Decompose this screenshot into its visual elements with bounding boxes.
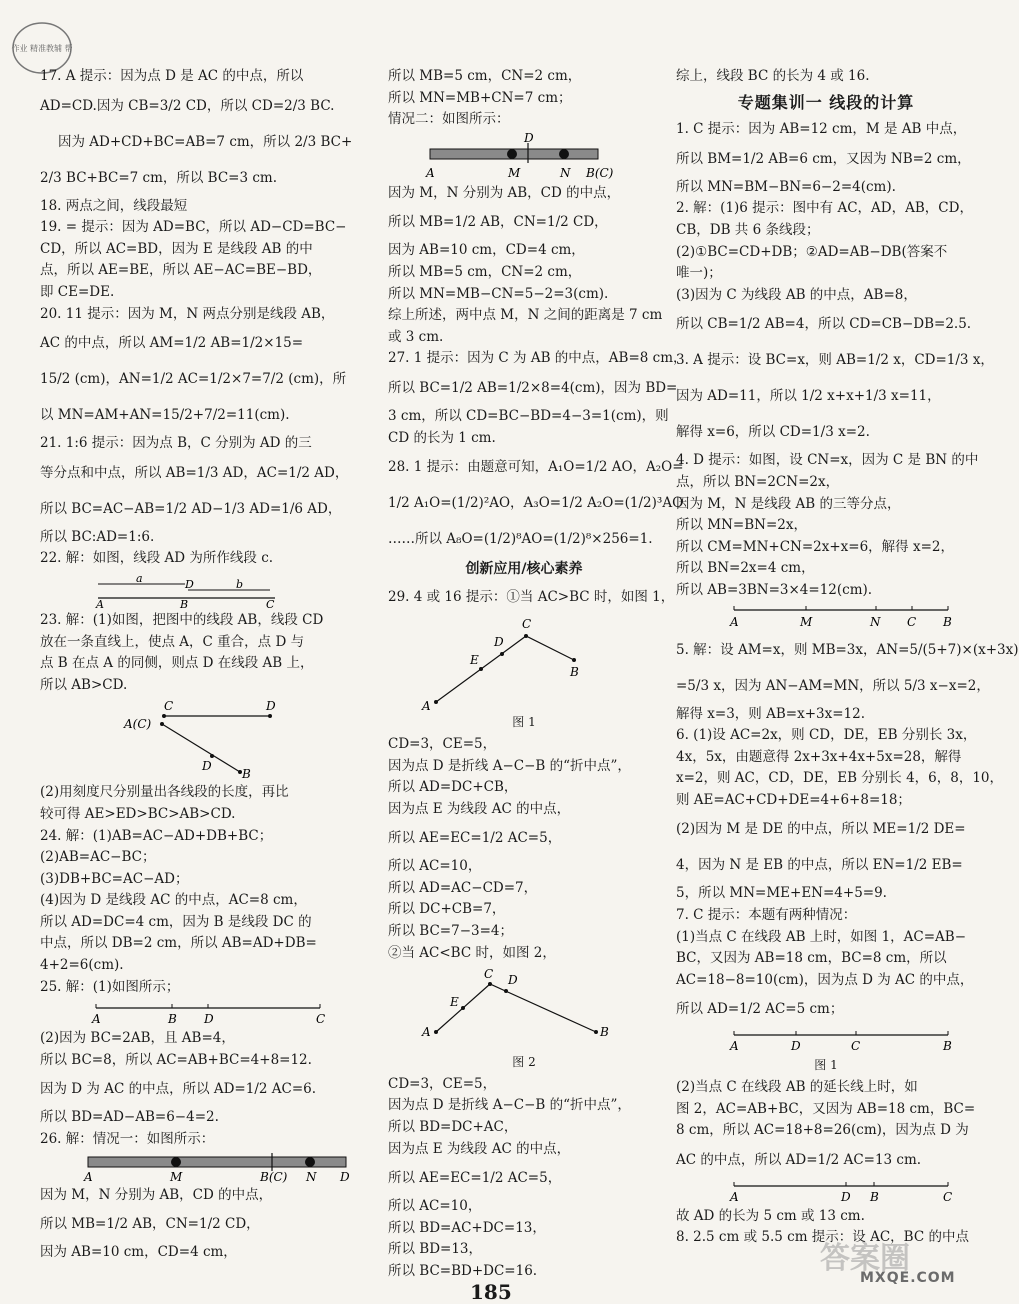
s3-line-1: 3. A 提示：设 BC=x，则 AB=1/2 x，CD=1/3 x， xyxy=(676,352,994,369)
q26-line-5: 所以 MB=5 cm，CN=2 cm， xyxy=(388,68,582,84)
q29-line-17: 所以 AC=10， xyxy=(388,1198,482,1215)
q24-line-6: 中点，所以 DB=2 cm，所以 AB=AD+DB= xyxy=(40,935,317,952)
fig22-label-A: A xyxy=(96,597,104,611)
s6-line-7: 5，所以 MN=ME+EN=4+5=9. xyxy=(676,885,887,902)
q17-line-4: 2/3 BC+BC=7 cm，所以 BC=3 cm. xyxy=(40,169,278,186)
q26-line-9: 所以 MB=1/2 AB，CN=1/2 CD， xyxy=(388,214,608,231)
q23-line-1: 23. 解：(1)如图，把图中的线段 AB，线段 CD xyxy=(40,611,324,628)
s1-line-1: 1. C 提示：因为 AB=12 cm，M 是 AB 中点， xyxy=(676,121,967,138)
q29-line-10: 所以 BC=7−3=4； xyxy=(388,923,513,940)
fig26a-label-D: D xyxy=(340,1169,350,1184)
fig23-label-D-top: D xyxy=(266,699,276,714)
fig26b-label-D: D xyxy=(524,130,534,145)
q24-line-2: (2)AB=AC−BC； xyxy=(40,849,156,866)
q19-line-4: 即 CE=DE. xyxy=(40,283,115,300)
column-1 xyxy=(40,66,365,1264)
fig25-label-A: A xyxy=(92,1012,101,1027)
fig25-label-D: D xyxy=(204,1012,214,1027)
s2-line-2: CB，DB 共 6 条线段； xyxy=(676,221,820,238)
q29-line-4: 所以 AD=DC+CB， xyxy=(388,779,518,796)
q17-line-1: 17. A 提示：因为点 D 是 AC 的中点，所以 xyxy=(40,68,304,84)
q23-line-3: 点 B 在点 A 的同侧，则点 D 在线段 AB 上， xyxy=(40,655,314,672)
s6-line-6: 4，因为 N 是 EB 的中点，所以 EN=1/2 EB= xyxy=(676,857,963,874)
s4-line-1: 4. D 提示：如图，设 CN=x，因为 C 是 BN 的中 xyxy=(676,452,979,469)
figure-1-caption: 图 1 xyxy=(512,715,536,730)
figure-q23 xyxy=(40,698,300,780)
fig4-label-A: A xyxy=(730,614,739,629)
fig4-label-M: M xyxy=(800,614,813,629)
watermark-url: MXQE.COM xyxy=(860,1270,956,1286)
q29-line-19: 所以 BD=13， xyxy=(388,1241,483,1258)
s4-line-4: 所以 MN=BN=2x， xyxy=(676,517,807,534)
s3-line-2: 因为 AD=11，所以 1/2 x+x+1/3 x=11， xyxy=(676,388,941,405)
s4-line-5: 所以 CM=MN+CN=2x+x=6，解得 x=2， xyxy=(676,538,954,555)
q19-line-2: CD，所以 AC=BD，因为 E 是线段 AB 的中 xyxy=(40,240,313,257)
figure-s7-2 xyxy=(676,1180,976,1204)
q25-line-2: (2)因为 BC=2AB，且 AB=4， xyxy=(40,1030,235,1047)
s5-line-3: 解得 x=3，则 AB=x+3x=12. xyxy=(676,705,865,722)
fig26b-label-BC: B(C) xyxy=(586,165,614,180)
q26-line-4: 因为 AB=10 cm，CD=4 cm， xyxy=(40,1244,237,1261)
s2-line-3: (2)①BC=CD+DB；②AD=AB−DB(答案不 xyxy=(676,243,948,260)
q19-line-3: 点，所以 AE=BE，所以 AE−AC=BE−BD， xyxy=(40,262,322,279)
fig4-label-N: N xyxy=(870,614,881,629)
q27-line-4: CD 的长为 1 cm. xyxy=(388,429,496,446)
fig26a-label-BC: B(C) xyxy=(260,1169,288,1184)
s7-figure-1-caption: 图 1 xyxy=(814,1058,838,1073)
fig29a-label-D: D xyxy=(494,635,504,650)
s7-line-6: (2)当点 C 在线段 AB 的延长线上时，如 xyxy=(676,1079,918,1096)
fig26b-label-A: A xyxy=(426,165,435,180)
q28-line-3: ……所以 A₈O=(1/2)⁸AO=(1/2)⁸×256=1. xyxy=(388,531,653,548)
q26-line-12: 所以 MN=MB−CN=5−2=3(cm). xyxy=(388,285,609,302)
q25-line-3: 所以 BC=8，所以 AC=AB+BC=4+8=12. xyxy=(40,1051,312,1068)
fig26b-label-M: M xyxy=(508,165,521,180)
q28-line-2: 1/2 A₁O=(1/2)²AO，A₃O=1/2 A₂O=(1/2)³AO xyxy=(388,495,684,512)
fig29a-label-E: E xyxy=(470,653,479,668)
q29-line-1: 29. 4 或 16 提示：①当 AC>BC 时，如图 1， xyxy=(388,588,675,605)
q21-line-3: 所以 BC=AC−AB=1/2 AD−1/3 AD=1/6 AD， xyxy=(40,500,342,517)
q29-line-3: 因为点 D 是折线 A−C−B 的“折中点”， xyxy=(388,757,631,774)
q27-line-3: 3 cm，所以 CD=BC−BD=4−3=1(cm)，则 xyxy=(388,407,669,424)
q26-line-2: 因为 M，N 分别为 AB，CD 的中点， xyxy=(40,1186,273,1203)
q29-line-11: ②当 AC<BC 时，如图 2， xyxy=(388,944,556,961)
s7-line-10: 故 AD 的长为 5 cm 或 13 cm. xyxy=(676,1207,865,1224)
q25-line-1: 25. 解：(1)如图所示； xyxy=(40,978,180,995)
s4-line-6: 所以 BN=2x=4 cm， xyxy=(676,560,815,577)
s7-line-8: 8 cm，所以 AC=18+8=26(cm)，因为点 D 为 xyxy=(676,1122,969,1139)
q26-line-1: 26. 解：情况一：如图所示： xyxy=(40,1131,215,1148)
q23-line-2: 放在一条直线上，使点 A，C 重合，点 D 与 xyxy=(40,633,305,650)
section-innovation-heading: 创新应用/核心素养 xyxy=(465,561,583,578)
s5-line-2: =5/3 x，因为 AN−AM=MN，所以 5/3 x−x=2， xyxy=(676,677,990,694)
q18: 18. 两点之间，线段最短 xyxy=(40,197,188,214)
q21-line-4: 所以 BC:AD=1:6. xyxy=(40,528,155,545)
column-3 xyxy=(676,66,1019,1249)
q22: 22. 解：如图，线段 AD 为所作线段 c. xyxy=(40,550,274,567)
q29-line-16: 所以 AE=EC=1/2 AC=5， xyxy=(388,1170,562,1187)
s6-line-2: 4x，5x，由题意得 2x+3x+4x+5x=28，解得 xyxy=(676,748,962,765)
figure-q29-2 xyxy=(388,966,660,1050)
q26-line-14: 或 3 cm. xyxy=(388,328,444,345)
q24-line-3: (3)DB+BC=AC−AD； xyxy=(40,870,189,887)
fig23-label-C: C xyxy=(164,699,174,714)
s7-line-3: BC，又因为 AB=18 cm，BC=8 cm，所以 xyxy=(676,950,947,967)
q29-line-7: 所以 AC=10， xyxy=(388,858,482,875)
fig29b-label-A: A xyxy=(422,1025,431,1040)
fig7-label-A: A xyxy=(730,1039,739,1054)
s7-line-4: AC=18−8=10(cm)，因为点 D 为 AC 的中点， xyxy=(676,971,974,988)
q24-line-7: 4+2=6(cm). xyxy=(40,957,124,974)
q29-conclusion: 综上，线段 BC 的长为 4 或 16. xyxy=(676,68,870,84)
fig7b-label-A: A xyxy=(730,1189,739,1204)
fig22-label-C: C xyxy=(266,597,275,611)
q29-line-2: CD=3，CE=5， xyxy=(388,735,497,752)
q26-line-6: 所以 MN=MB+CN=7 cm； xyxy=(388,89,572,106)
s1-line-3: 所以 MN=BM−BN=6−2=4(cm). xyxy=(676,178,896,195)
q27-line-2: 所以 BC=1/2 AB=1/2×8=4(cm)，因为 BD= xyxy=(388,379,678,396)
fig7-label-D: D xyxy=(791,1039,801,1054)
q29-line-18: 所以 BD=AC+DC=13， xyxy=(388,1219,546,1236)
q26-line-13: 综上所述，两中点 M，N 之间的距离是 7 cm xyxy=(388,307,663,324)
fig29a-label-B: B xyxy=(570,665,579,680)
figure-q22 xyxy=(40,571,275,611)
fig7b-label-D: D xyxy=(841,1189,851,1204)
s5-line-1: 5. 解：设 AM=x，则 MB=3x，AN=5/(5+7)×(x+3x) xyxy=(676,641,1019,658)
q25-line-4: 因为 D 为 AC 的中点，所以 AD=1/2 AC=6. xyxy=(40,1081,317,1098)
s4-line-7: 所以 AB=3BN=3×4=12(cm). xyxy=(676,581,873,598)
q26-line-3: 所以 MB=1/2 AB，CN=1/2 CD， xyxy=(40,1216,260,1233)
s2-line-6: 所以 CB=1/2 AB=4，所以 CD=CB−DB=2.5. xyxy=(676,316,972,333)
q20-line-3: 15/2 (cm)，AN=1/2 AC=1/2×7=7/2 (cm)，所 xyxy=(40,371,347,388)
fig29b-label-E: E xyxy=(450,995,459,1010)
s7-line-9: AC 的中点，所以 AD=1/2 AC=13 cm. xyxy=(676,1151,922,1168)
q29-line-15: 因为点 E 为线段 AC 的中点， xyxy=(388,1140,571,1157)
q26-line-11: 所以 MB=5 cm，CN=2 cm， xyxy=(388,263,582,280)
s1-line-2: 所以 BM=1/2 AB=6 cm，又因为 NB=2 cm， xyxy=(676,150,971,167)
fig29b-label-B: B xyxy=(600,1025,609,1040)
q26-line-7: 情况二：如图所示： xyxy=(388,111,510,128)
q27-line-1: 27. 1 提示：因为 C 为 AB 的中点，AB=8 cm， xyxy=(388,350,687,367)
q23-line-5: (2)用刻度尺分别量出各线段的长度，再比 xyxy=(40,784,289,801)
s6-line-5: (2)因为 M 是 DE 的中点，所以 ME=1/2 DE= xyxy=(676,821,966,838)
q25-line-5: 所以 BD=AD−AB=6−4=2. xyxy=(40,1109,219,1126)
fig25-label-B: B xyxy=(168,1012,177,1027)
page-number: 185 xyxy=(470,1280,512,1304)
figure-q25 xyxy=(40,1000,340,1026)
fig22-label-D: D xyxy=(185,577,194,591)
s7-line-2: (1)当点 C 在线段 AB 上时，如图 1，AC=AB− xyxy=(676,928,967,945)
q29-line-12: CD=3，CE=5， xyxy=(388,1075,497,1092)
fig23-label-D: D xyxy=(202,759,212,774)
q20-line-4: 以 MN=AM+AN=15/2+7/2=11(cm). xyxy=(40,407,290,424)
s4-line-3: 因为 M，N 是线段 AB 的三等分点， xyxy=(676,495,901,512)
fig26a-label-M: M xyxy=(170,1169,183,1184)
fig29b-label-D: D xyxy=(508,973,518,988)
q26-line-8: 因为 M，N 分别为 AB，CD 的中点， xyxy=(388,184,621,201)
fig22-label-b: b xyxy=(236,577,244,591)
q20-line-2: AC 的中点，所以 AM=1/2 AB=1/2×15= xyxy=(40,335,304,352)
q29-line-6: 所以 AE=EC=1/2 AC=5， xyxy=(388,830,562,847)
q17-line-2: AD=CD.因为 CB=3/2 CD，所以 CD=2/3 BC. xyxy=(40,97,335,114)
q19-line-1: 19. = 提示：因为 AD=BC，所以 AD−CD=BC− xyxy=(40,219,347,236)
q26-line-10: 因为 AB=10 cm，CD=4 cm， xyxy=(388,242,585,259)
s2-line-4: 唯一)； xyxy=(676,265,722,282)
fig4-label-B: B xyxy=(943,614,952,629)
fig29b-label-C: C xyxy=(484,967,494,982)
q24-line-4: (4)因为 D 是线段 AC 的中点，AC=8 cm， xyxy=(40,892,307,909)
s6-line-4: 则 AE=AC+CD+DE=4+6+8=18； xyxy=(676,791,911,808)
fig25-label-C: C xyxy=(316,1012,326,1027)
q17-line-3: 因为 AD+CD+BC=AB=7 cm，所以 2/3 BC+ xyxy=(58,133,353,150)
figure-q26-case2 xyxy=(388,130,660,181)
s2-line-5: (3)因为 C 为线段 AB 的中点，AB=8， xyxy=(676,286,917,303)
s6-line-1: 6. (1)设 AC=2x，则 CD，DE，EB 分别长 3x， xyxy=(676,727,977,744)
q29-line-5: 因为点 E 为线段 AC 的中点， xyxy=(388,800,571,817)
fig22-label-B: B xyxy=(180,597,189,611)
watermark-text: 答案圈 xyxy=(820,1241,910,1276)
q21-line-2: 等分点和中点，所以 AB=1/3 AD，AC=1/2 AD， xyxy=(40,464,349,481)
s8-line-1: 8. 2.5 cm 或 5.5 cm 提示：设 AC，BC 的中点 xyxy=(676,1229,969,1246)
q24-line-1: 24. 解：(1)AB=AC−AD+DB+BC； xyxy=(40,827,273,844)
fig29a-label-A: A xyxy=(422,699,431,714)
fig7-label-C: C xyxy=(851,1039,861,1054)
fig29a-label-C: C xyxy=(522,617,532,632)
figure-q26-case1 xyxy=(40,1153,350,1184)
fig23-label-B: B xyxy=(242,767,251,782)
column-2 xyxy=(388,66,687,1283)
s4-line-2: 点，所以 BN=2CN=2x， xyxy=(676,473,840,490)
q29-line-20: 所以 BC=BD+DC=16. xyxy=(388,1263,538,1279)
q29-line-13: 因为点 D 是折线 A−C−B 的“折中点”， xyxy=(388,1097,631,1114)
fig26a-label-N: N xyxy=(306,1169,317,1184)
fig26b-label-N: N xyxy=(560,165,571,180)
s7-line-5: 所以 AD=1/2 AC=5 cm； xyxy=(676,1001,844,1018)
q28-line-1: 28. 1 提示：由题意可知，A₁O=1/2 AO，A₂O= xyxy=(388,459,684,476)
fig7b-label-C: C xyxy=(943,1189,953,1204)
q23-line-6: 较可得 AE>ED>BC>AB>CD. xyxy=(40,805,236,822)
q20-line-1: 20. 11 提示：因为 M，N 两点分别是线段 AB， xyxy=(40,305,335,322)
fig4-label-C: C xyxy=(907,614,917,629)
section-title: 专题集训一 线段的计算 xyxy=(737,92,915,112)
s7-line-1: 7. C 提示：本题有两种情况： xyxy=(676,907,857,924)
figure-2-caption: 图 2 xyxy=(512,1055,536,1070)
q29-line-14: 所以 BD=DC+AC， xyxy=(388,1119,518,1136)
s2-line-1: 2. 解：(1)6 提示：图中有 AC，AD，AB，CD， xyxy=(676,200,973,217)
figure-q29-1 xyxy=(388,610,660,714)
q23-line-4: 所以 AB>CD. xyxy=(40,676,128,693)
fig7-label-B: B xyxy=(943,1039,952,1054)
s3-line-3: 解得 x=6，所以 CD=1/3 x=2. xyxy=(676,424,870,441)
s7-line-7: 图 2，AC=AB+BC，又因为 AB=18 cm，BC= xyxy=(676,1100,976,1117)
stamp-text: 作业 精准教辅 帮 xyxy=(11,44,73,53)
fig7b-label-B: B xyxy=(870,1189,879,1204)
fig23-label-AC: A(C) xyxy=(124,717,152,732)
q24-line-5: 所以 AD=DC=4 cm，因为 B 是线段 DC 的 xyxy=(40,913,312,930)
s6-line-3: x=2，则 AC，CD，DE，EB 分别长 4，6，8，10， xyxy=(676,770,1004,787)
figure-s4 xyxy=(676,604,976,630)
q29-line-9: 所以 DC+CB=7， xyxy=(388,901,506,918)
fig22-label-a: a xyxy=(136,571,143,585)
q29-line-8: 所以 AD=AC−CD=7， xyxy=(388,879,538,896)
figure-s7-1 xyxy=(676,1029,976,1053)
fig26a-label-A: A xyxy=(84,1169,93,1184)
q21-line-1: 21. 1:6 提示：因为点 B，C 分别为 AD 的三 xyxy=(40,435,312,452)
